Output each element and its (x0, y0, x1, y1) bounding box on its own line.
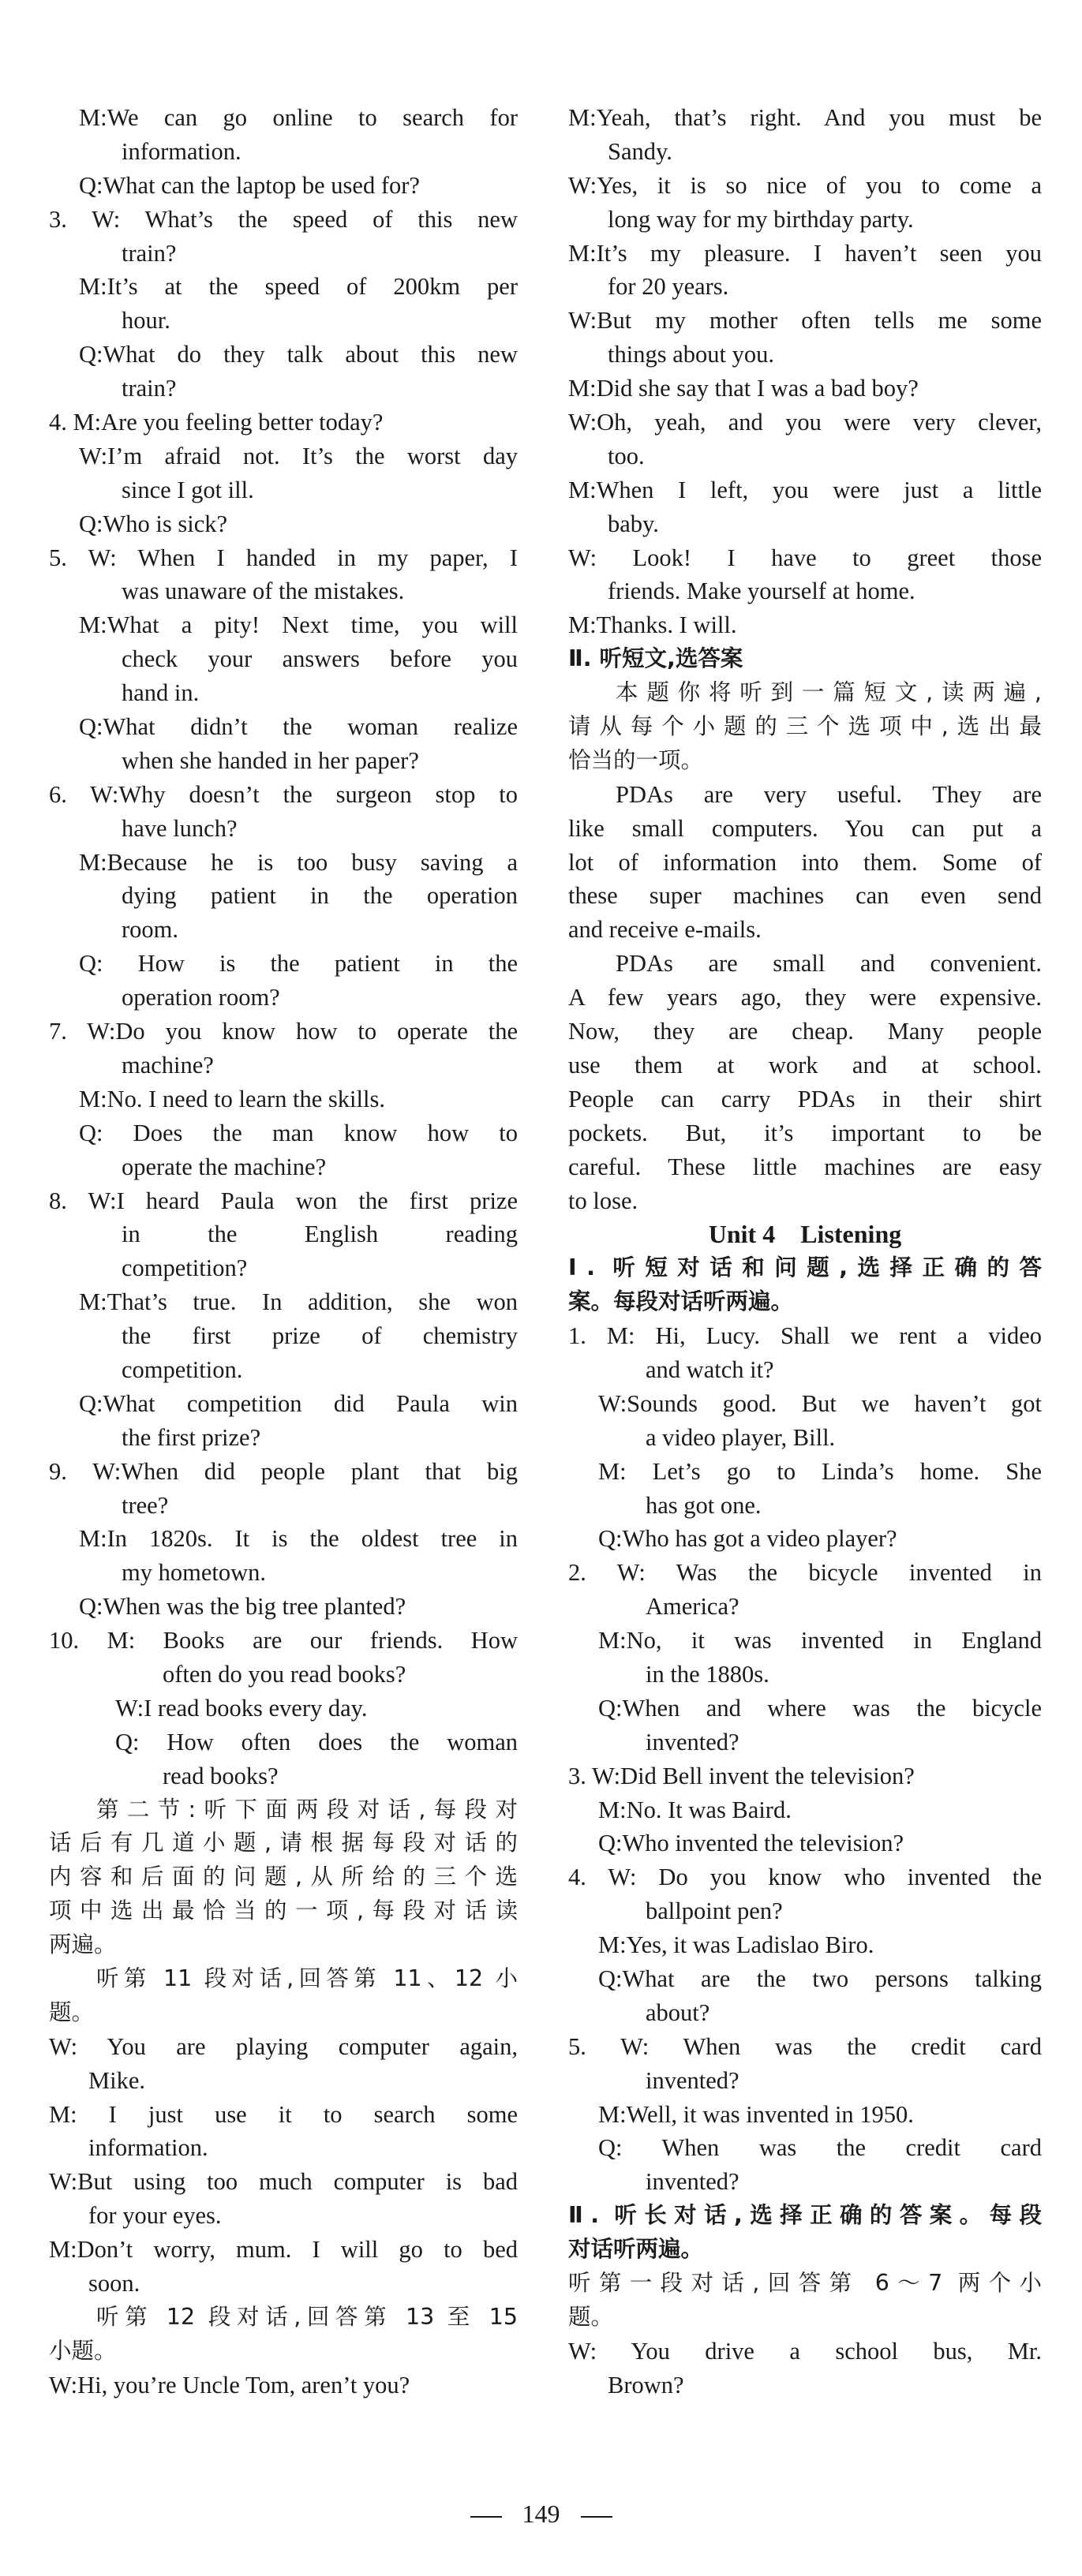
text-line: M:That’s true. In addition, she won (79, 1288, 518, 1316)
text-line: 3. W: What’s the speed of this new (49, 205, 518, 233)
text-line: 第二节:听下面两段对话,每段对 (96, 1796, 518, 1823)
text-line: W:But using too much computer is bad (49, 2168, 518, 2196)
text-line: competition? (122, 1254, 248, 1282)
text-line: M:It’s my pleasure. I haven’t seen you (568, 239, 1042, 267)
text-line: 2. W: Was the bicycle invented in (568, 1559, 1042, 1587)
text-line: often do you read books? (163, 1660, 406, 1688)
text-line: friends. Make yourself at home. (608, 578, 915, 605)
text-line: lot of information into them. Some of (568, 848, 1042, 876)
text-line: tree? (122, 1491, 169, 1519)
text-line: 小题。 (49, 2337, 117, 2364)
text-line: Q:Who has got a video player? (598, 1525, 897, 1553)
text-line: these super machines can even send (568, 882, 1042, 910)
text-line: information. (88, 2134, 208, 2162)
text-line: Q:What are the two persons talking (598, 1965, 1042, 1992)
text-line: and receive e-mails. (568, 916, 762, 944)
text-line: M:It’s at the speed of 200km per (79, 273, 518, 301)
text-line: hand in. (122, 679, 200, 707)
text-line: 1. M: Hi, Lucy. Shall we rent a video (568, 1322, 1042, 1350)
unit-heading: Unit 4 Listening (708, 1220, 902, 1249)
text-line: M:No. I need to learn the skills. (79, 1085, 385, 1112)
text-line: 4. W: Do you know who invented the (568, 1864, 1042, 1891)
text-line: Q:What do they talk about this new (79, 341, 518, 368)
text-line: has got one. (646, 1491, 762, 1519)
text-line: operation room? (122, 984, 280, 1011)
left-column (49, 101, 518, 2402)
text-line: M:Thanks. I will. (568, 611, 737, 639)
text-line: invented? (646, 2168, 739, 2196)
text-line: in the 1880s. (646, 1660, 769, 1688)
text-line: Q:What didn’t the woman realize (79, 713, 518, 741)
text-line: 5. W: When was the credit card (568, 2032, 1042, 2060)
text-line: 10. M: Books are our friends. How (49, 1627, 518, 1654)
text-line: 5. W: When I handed in my paper, I (49, 544, 518, 571)
text-line: M:Because he is too busy saving a (79, 848, 518, 876)
text-line: PDAs are very useful. They are (616, 780, 1042, 808)
text-line: M:Did she say that I was a bad boy? (568, 375, 919, 402)
text-line: M: I just use it to search some (49, 2100, 518, 2128)
text-line: M:What a pity! Next time, you will (79, 611, 518, 639)
text-line: use them at work and at school. (568, 1051, 1042, 1079)
text-line: Q: When was the credit card (598, 2134, 1042, 2162)
text-line: hour. (122, 307, 170, 335)
text-line: 本题你将听到一篇短文,读两遍, (616, 679, 1042, 706)
text-line: M:No. It was Baird. (598, 1796, 792, 1823)
text-line: 题。 (568, 2303, 614, 2330)
text-line: Q: How is the patient in the (79, 950, 518, 978)
text-line: 内容和后面的问题,从所给的三个选 (49, 1864, 518, 1890)
text-line: 听第一段对话,回答第 6～7 两个小 (568, 2270, 1042, 2296)
text-line: a video player, Bill. (646, 1423, 836, 1451)
text-line: 题。 (49, 1998, 95, 2025)
text-line: have lunch? (122, 814, 238, 842)
section-heading-line: Ⅱ. 听短文,选答案 (568, 645, 743, 672)
text-line: competition. (122, 1355, 243, 1383)
text-line: W:Sounds good. But we haven’t got (598, 1389, 1042, 1417)
text-line: careful. These little machines are easy (568, 1153, 1042, 1180)
text-line: People can carry PDAs in their shirt (568, 1085, 1042, 1112)
text-line: 项中选出最恰当的一项,每段对话读 (49, 1897, 518, 1924)
text-line: America? (646, 1593, 739, 1621)
text-line: read books? (163, 1762, 279, 1789)
text-line: machine? (122, 1051, 214, 1079)
text-line: A few years ago, they were expensive. (568, 984, 1042, 1011)
text-line: 话后有几道小题,请根据每段对话的 (49, 1830, 518, 1856)
text-line: M:Well, it was invented in 1950. (598, 2100, 914, 2128)
text-line: soon. (88, 2270, 140, 2297)
section-heading-line: Ⅱ. 听长对话,选择正确的答案。每段 (568, 2202, 1042, 2229)
text-line: PDAs are small and convenient. (616, 950, 1042, 978)
text-line: Q: How often does the woman (115, 1728, 518, 1755)
text-line: Q:Who is sick? (79, 510, 228, 537)
section-heading-line: Ⅰ. 听短对话和问题,选择正确的答 (568, 1254, 1042, 1281)
footer-dash-right (581, 2516, 612, 2518)
text-line: M: Let’s go to Linda’s home. She (598, 1457, 1042, 1485)
text-line: M:When I left, you were just a little (568, 476, 1042, 503)
text-line: for your eyes. (88, 2202, 222, 2230)
text-line: 6. W:Why doesn’t the surgeon stop to (49, 780, 518, 808)
text-line: M:No, it was invented in England (598, 1627, 1042, 1654)
text-line: too. (608, 442, 645, 469)
text-line: Sandy. (608, 137, 672, 165)
text-line: like small computers. You can put a (568, 814, 1042, 842)
text-line: W:I’m afraid not. It’s the worst day (79, 442, 518, 469)
text-line: W:But my mother often tells me some (568, 307, 1042, 335)
text-line: Brown? (608, 2371, 684, 2398)
text-line: check your answers before you (122, 645, 518, 673)
text-line: 请从每个小题的三个选项中,选出最 (568, 713, 1042, 740)
text-line: 3. W:Did Bell invent the television? (568, 1762, 915, 1789)
text-line: train? (122, 239, 177, 267)
text-line: Mike. (88, 2066, 146, 2094)
page-footer (0, 2499, 1082, 2529)
text-line: ballpoint pen? (646, 1897, 783, 1925)
text-line: my hometown. (122, 1559, 266, 1587)
text-line: operate the machine? (122, 1153, 327, 1180)
text-line: train? (122, 375, 177, 402)
text-line: was unaware of the mistakes. (122, 578, 405, 605)
text-line: invented? (646, 1728, 739, 1755)
text-line: Q:What competition did Paula win (79, 1389, 518, 1417)
text-line: W: Look! I have to greet those (568, 544, 1042, 571)
text-line: M:In 1820s. It is the oldest tree in (79, 1525, 518, 1553)
text-line: 听第 11 段对话,回答第 11、12 小 (96, 1965, 518, 1991)
text-line: 8. W:I heard Paula won the first prize (49, 1187, 518, 1214)
text-line: since I got ill. (122, 476, 254, 503)
text-line: room. (122, 916, 179, 944)
text-line: about? (646, 1998, 710, 2026)
text-line: Q:What can the laptop be used for? (79, 171, 420, 199)
text-line: pockets. But, it’s important to be (568, 1119, 1042, 1146)
text-line: W: You drive a school bus, Mr. (568, 2337, 1042, 2365)
text-line: 4. M:Are you feeling better today? (49, 409, 384, 436)
text-line: M:Yes, it was Ladislao Biro. (598, 1931, 874, 1959)
text-line: W: You are playing computer again, (49, 2032, 518, 2060)
text-line: in the English reading (122, 1221, 518, 1248)
text-line: things about you. (608, 341, 774, 368)
text-line: 听第 12 段对话,回答第 13 至 15 (96, 2303, 518, 2330)
text-line: 两遍。 (49, 1931, 117, 1958)
text-line: Q:When and where was the bicycle (598, 1694, 1042, 1722)
text-line: Q: Does the man know how to (79, 1119, 518, 1146)
page-number: 149 (522, 2499, 560, 2528)
footer-dash-left (470, 2516, 502, 2518)
text-line: 恰当的一项。 (568, 746, 704, 773)
text-line: information. (122, 137, 241, 165)
text-line: to lose. (568, 1187, 638, 1214)
section-heading-line: 案。每段对话听两遍。 (568, 1288, 794, 1315)
text-line: Q:When was the big tree planted? (79, 1593, 406, 1621)
text-line: dying patient in the operation (122, 882, 518, 910)
text-line: 7. W:Do you know how to operate the (49, 1018, 518, 1045)
text-line: W:Hi, you’re Uncle Tom, aren’t you? (49, 2371, 410, 2398)
section-heading-line: 对话听两遍。 (568, 2236, 704, 2263)
text-line: 9. W:When did people plant that big (49, 1457, 518, 1485)
text-line: M:Don’t worry, mum. I will go to bed (49, 2236, 518, 2264)
text-line: M:We can go online to search for (79, 104, 518, 131)
text-line: and watch it? (646, 1355, 774, 1383)
text-line: when she handed in her paper? (122, 746, 419, 774)
text-line: M:Yeah, that’s right. And you must be (568, 104, 1042, 131)
text-line: for 20 years. (608, 273, 729, 301)
text-line: the first prize of chemistry (122, 1322, 518, 1350)
text-line: W:Yes, it is so nice of you to come a (568, 171, 1042, 199)
text-line: baby. (608, 510, 659, 537)
right-column (568, 101, 1042, 2402)
text-line: W:I read books every day. (115, 1694, 368, 1722)
text-line: invented? (646, 2066, 739, 2094)
text-line: long way for my birthday party. (608, 205, 914, 233)
text-line: Q:Who invented the television? (598, 1830, 904, 1857)
text-line: W:Oh, yeah, and you were very clever, (568, 409, 1042, 436)
text-line: the first prize? (122, 1423, 261, 1451)
text-line: Now, they are cheap. Many people (568, 1018, 1042, 1045)
